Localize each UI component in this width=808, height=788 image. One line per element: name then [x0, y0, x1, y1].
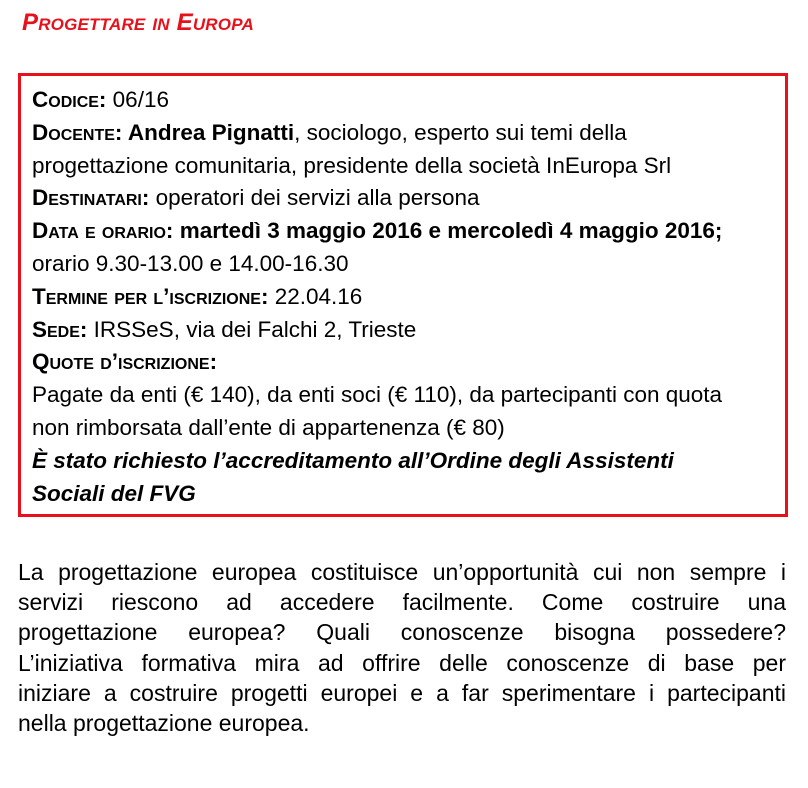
accreditamento-line-2: Sociali del FVG — [32, 480, 196, 506]
data-orario-row — [32, 215, 785, 248]
orario-value: orario 9.30-13.00 e 14.00-16.30 — [32, 250, 349, 276]
sede-label: Sede: — [32, 316, 88, 342]
quote-label: Quote d’iscrizione: — [32, 349, 218, 375]
description-line: servizi riescono ad accedere facilmente. Come costruire una — [18, 589, 786, 616]
quote-value-1: Pagate da enti (€ 140), da enti soci (€ 110), da partecipanti con quota — [32, 382, 723, 408]
docente-row-continued — [32, 150, 785, 183]
docente-label: Docente: — [32, 119, 123, 145]
docente-description-continued: progettazione comunitaria, presidente della società InEuropa Srl — [32, 152, 672, 178]
description-line: progettazione europea? Quali conoscenze bisogna possedere? — [18, 619, 786, 646]
description-line: iniziare a costruire progetti europei e a far sperimentare i partecipanti — [18, 679, 786, 706]
description-paragraph — [18, 557, 786, 738]
quote-text-line-1 — [32, 379, 785, 412]
quote-value-2: non rimborsata dall’ente di appartenenza (€ 80) — [32, 414, 505, 440]
quote-text-line-2 — [32, 412, 785, 445]
quote-row — [32, 346, 785, 379]
sede-value: IRSSeS, via dei Falchi 2, Trieste — [87, 316, 417, 342]
docente-row — [32, 117, 785, 150]
data-value: martedì 3 maggio 2016 e mercoledì 4 maggio 2016; — [173, 218, 723, 244]
codice-label: Codice: — [32, 87, 107, 112]
codice-row — [32, 84, 785, 117]
course-info-box — [18, 73, 788, 517]
termine-label: Termine per l’iscrizione: — [32, 283, 269, 309]
codice-value: 06/16 — [106, 87, 169, 112]
sede-row — [32, 314, 785, 347]
docente-description: , sociologo, esperto sui temi della — [294, 119, 627, 145]
termine-row — [32, 281, 785, 314]
destinatari-label: Destinatari: — [32, 185, 150, 211]
termine-value: 22.04.16 — [268, 283, 363, 309]
page-title: Progettare in Europa — [22, 9, 254, 36]
description-line: nella progettazione europea. — [18, 710, 310, 737]
description-line: La progettazione europea costituisce un’opportunità cui non sempre i — [18, 559, 786, 585]
orario-row — [32, 248, 785, 281]
description-line: L’iniziativa formativa mira ad offrire delle conoscenze di base per — [18, 649, 786, 676]
docente-name: Andrea Pignatti — [122, 119, 295, 145]
destinatari-value: operatori dei servizi alla persona — [149, 185, 480, 211]
data-orario-label: Data e orario: — [32, 218, 174, 244]
destinatari-row — [32, 182, 785, 215]
accreditamento-line-1: È stato richiesto l’accreditamento all’Ordine degli Assistenti — [32, 447, 674, 473]
